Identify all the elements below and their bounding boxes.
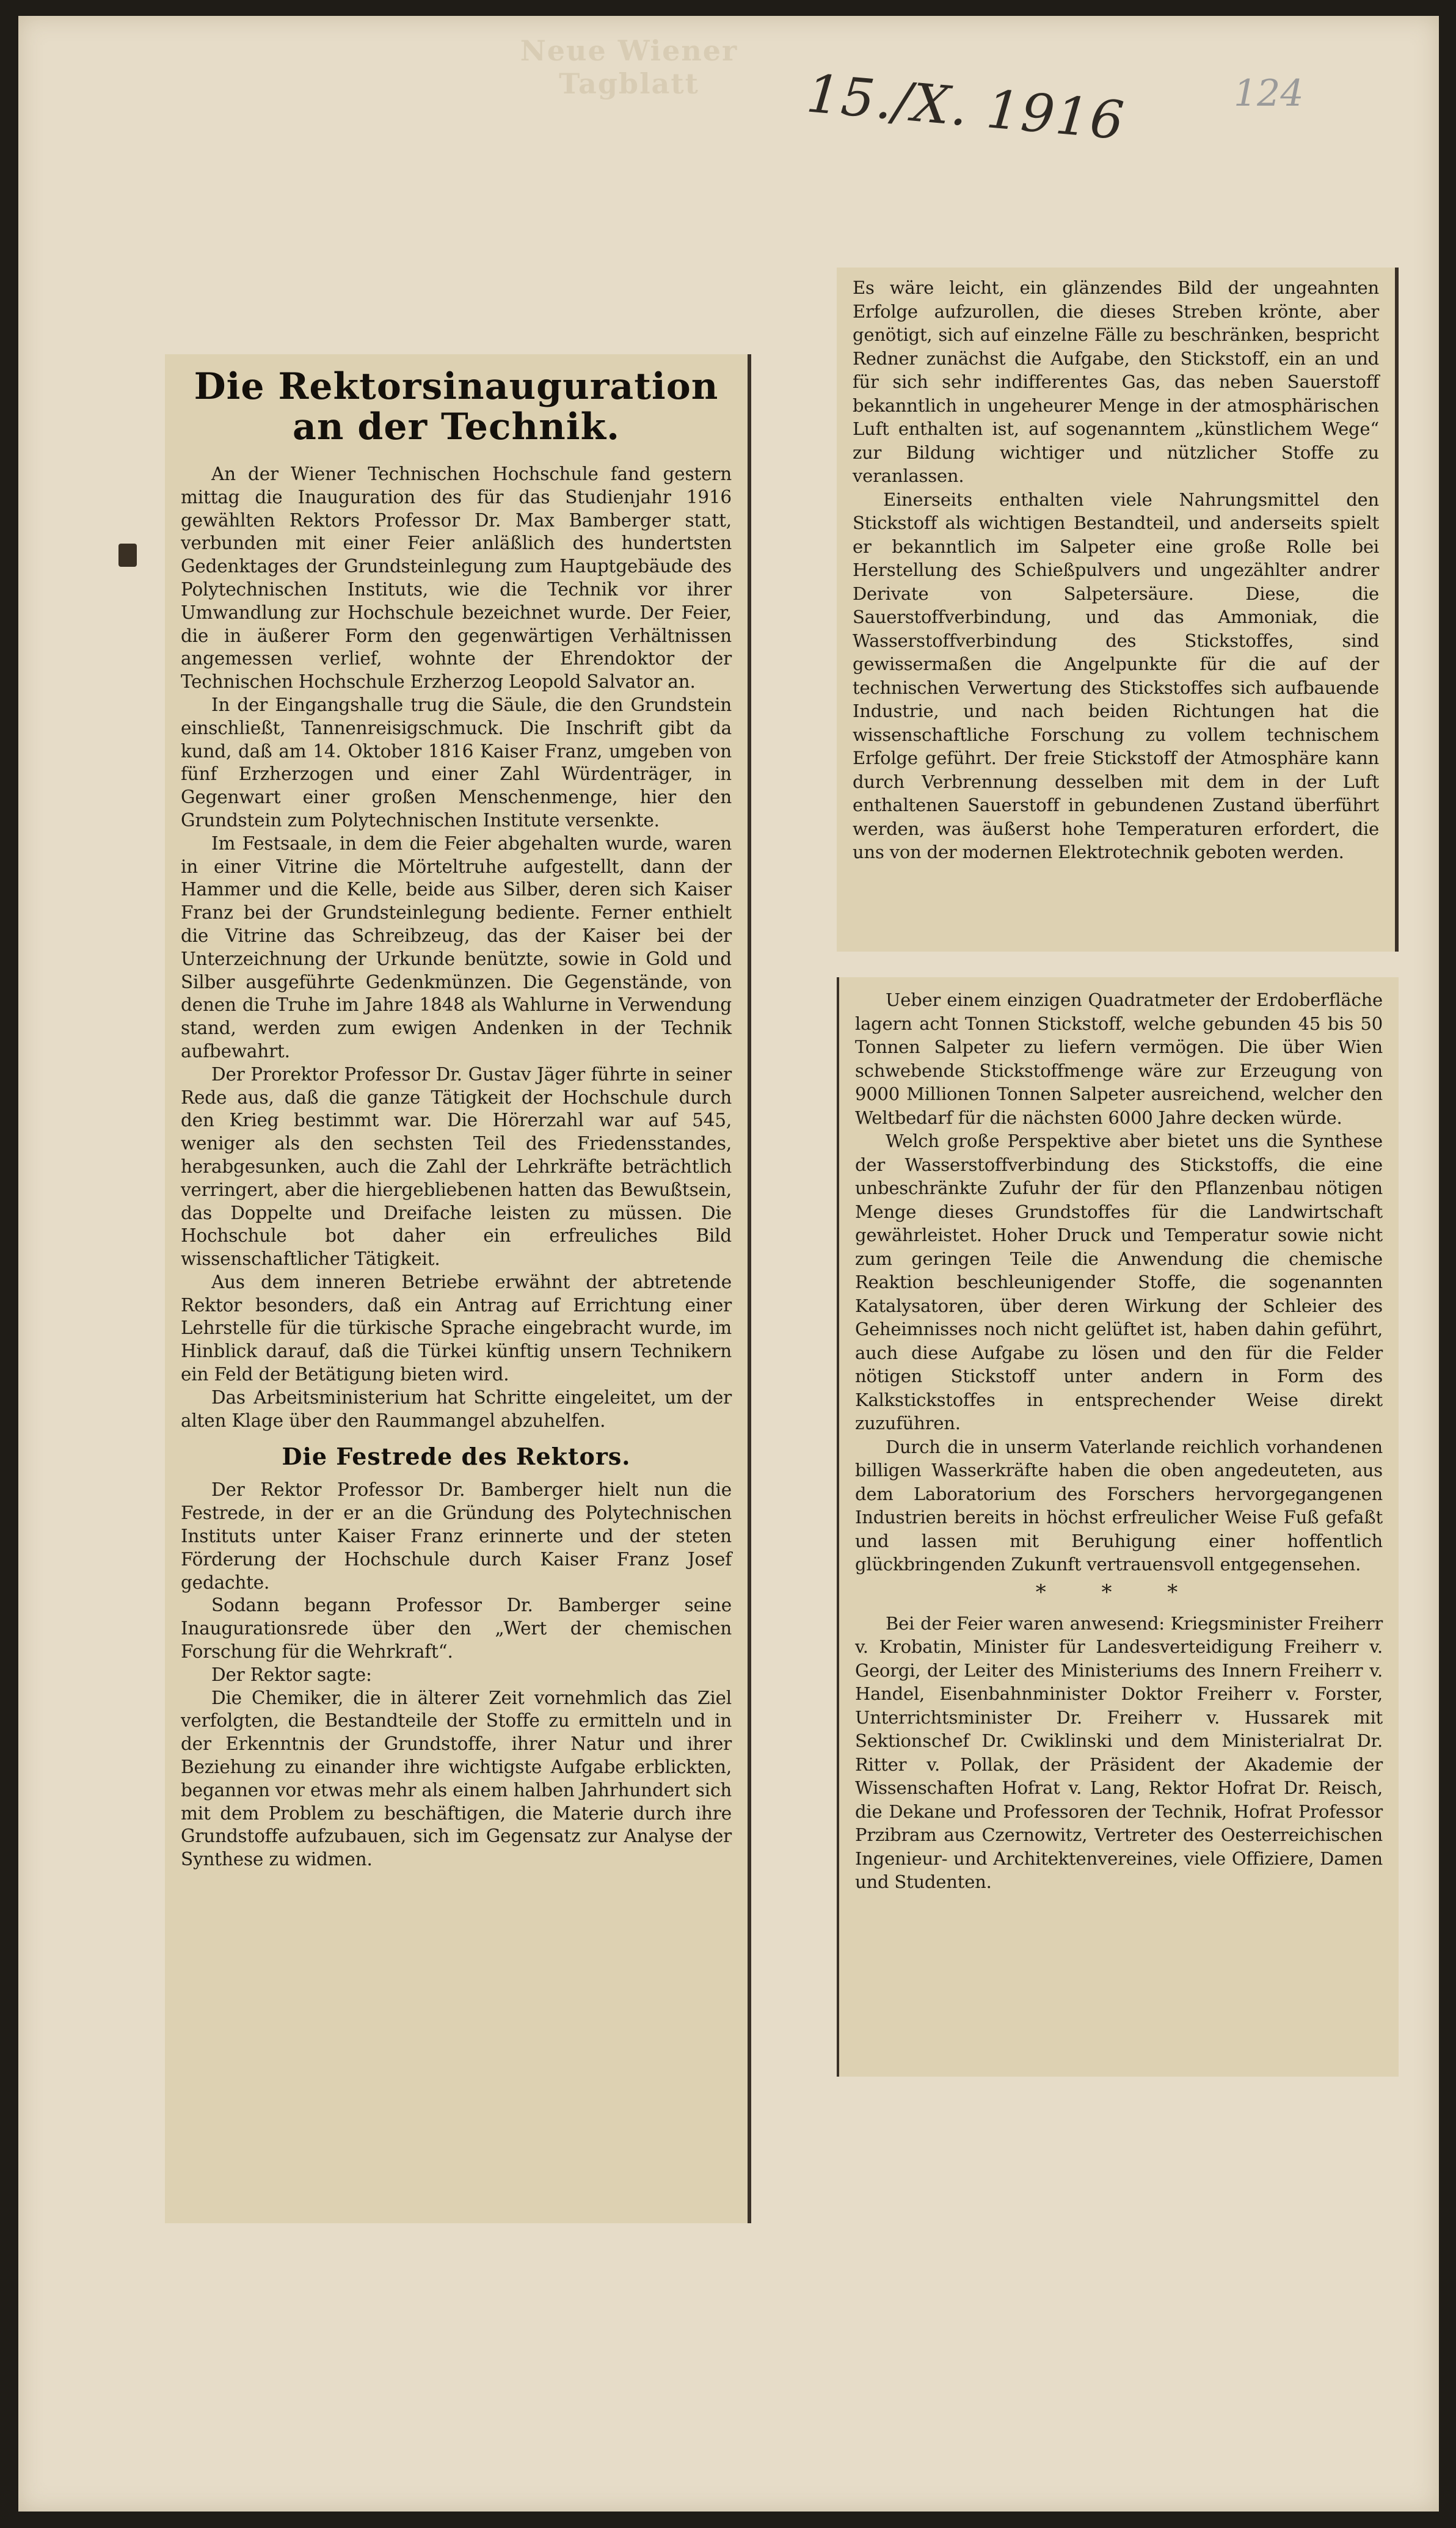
article-paragraph: Der Prorektor Professor Dr. Gustav Jäger führte in seiner Rede aus, daß die ganze Tätigkeit der Hochschule durch den Krieg bestimmt war. Die Hörerzahl war auf 545, weniger als den sechsten Teil des Friedensstandes, herabgesunken, auch die Zahl der Lehrkräfte beträchtlich verringert, aber die hiergebliebenen hatten das Bewußtsein, das Doppelte und Dreifache leisten zu müssen. Die Hochschule bot daher ein erfreuliches Bild wissenschaftlicher Tätigkeit. — [181, 1063, 732, 1270]
article-paragraph: An der Wiener Technischen Hochschule fand gestern mittag die Inauguration des für das Studienjahr 1916 gewählten Rektors Professor Dr. Max Bamberger statt, verbunden mit einer Feier anläßlich des hundertsten Gedenktages der Grundsteinlegung zum Hauptgebäude des Polytechnischen Instituts, wie die Technik vor ihrer Umwandlung zur Hochschule bezeichnet wurde. Der Feier, die in äußerer Form den gegenwärtigen Verhältnissen angemessen verlief, wohnte der Ehrendoktor der Technischen Hochschule Erzherzog Leopold Salvator an. — [181, 464, 732, 693]
article-paragraph: Aus dem inneren Betriebe erwähnt der abtretende Rektor besonders, daß ein Antrag auf Errichtung einer Lehrstelle für die türkische Sprache eingebracht wurde, im Hinblick darauf, daß die Türkei künftig unsern Technikern ein Feld der Betätigung bieten wird. — [181, 1271, 732, 1385]
page-number: 124 — [1234, 72, 1304, 115]
article-paragraph: Im Festsaale, in dem die Feier abgehalten wurde, waren in einer Vitrine die Mörteltruhe aufgestellt, dann der Hammer und die Kelle, beide aus Silber, deren sich Kaiser Franz bei der Grundsteinlegung bediente. Ferner enthielt die Vitrine das Schreibzeug, das der Kaiser bei der Unterzeichnung der Urkunde benützte, sowie in Gold und Silber ausgeführte Gedenkmünzen. Die Gegenstände, von denen die Truhe im Jahre 1848 als Wahlurne in Verwendung stand, werden zum ewigen Andenken in der Technik aufbewahrt. — [181, 832, 732, 1062]
speech-paragraph: Der Rektor Professor Dr. Bamberger hielt nun die Festrede, in der er an die Gründung des Polytechnischen Instituts unter Kaiser Franz erinnerte und der steten Förderung der Hochschule durch Kaiser Franz Josef gedachte. — [181, 1479, 732, 1593]
speech-paragraph: Der Rektor sagte: — [211, 1664, 372, 1685]
newspaper-masthead: Neue Wiener Tagblatt — [520, 34, 738, 100]
clipping-right-bottom — [837, 977, 1399, 2077]
attendees-paragraph: Bei der Feier waren anwesend: Kriegsminister Freiherr v. Krobatin, Minister für Landesverteidigung Freiherr v. Georgi, der Leiter des Ministeriums des Innern Freiherr v. Handel, Eisenbahnminister Doktor Freiherr v. Forster, Unterrichtsminister Dr. Freiherr v. Hussarek mit Sektionschef Dr. Cwiklinski und dem Ministerialrat Dr. Ritter v. Pollak, der Präsident der Akademie der Wissenschaften Hofrat v. Lang, Rektor Hofrat Dr. Reisch, die Dekane und Professoren der Technik, Hofrat Professor Przibram aus Czernowitz, Vertreter des Oesterreichischen Ingenieur- und Architektenvereines, viele Offiziere, Damen und Studenten. — [855, 1612, 1383, 1892]
handwritten-date: 15./X. 1916 — [804, 63, 1127, 152]
article-paragraph: Es wäre leicht, ein glänzendes Bild der ungeahnten Erfolge aufzurollen, die dieses Streben krönte, aber genötigt, sich auf einzelne Fälle zu beschränken, bespricht Redner zunächst die Aufgabe, den Stickstoff, ein an und für sich sehr indifferentes Gas, das neben Sauerstoff bekanntlich in ungeheurer Menge in der atmosphärischen Luft enthalten ist, auf sogenanntem „künstlichem Wege“ zur Bildung wichtiger und nützlicher Stoffe zu veranlassen. — [853, 277, 1379, 486]
clipping-right-top — [837, 268, 1399, 952]
punch-hole — [118, 544, 137, 567]
clipping-left-column — [165, 354, 751, 2223]
article-paragraph: In der Eingangshalle trug die Säule, die den Grundstein einschließt, Tannenreisigschmuck. Die Inschrift gibt da kund, daß am 14. Oktober 1816 Kaiser Franz, umgeben von fünf Erzherzogen und einer Zahl Würdenträger, in Gegenwart einer großen Menschenmenge, hier den Grundstein zum Polytechnischen Institute versenkte. — [181, 694, 732, 831]
section-separator: * * * — [1035, 1579, 1203, 1605]
article-paragraph: Ueber einem einzigen Quadratmeter der Erdoberfläche lagern acht Tonnen Stickstoff, welche gebunden 45 bis 50 Tonnen Salpeter zu liefern vermögen. Die über Wien schwebende Stickstoffmenge wäre zur Erzeugung von 9000 Millionen Tonnen Salpeter ausreichend, welcher den Weltbedarf für die nächsten 6000 Jahre decken würde. — [855, 989, 1383, 1128]
article-paragraph: Welch große Perspektive aber bietet uns die Synthese der Wasserstoffverbindung des Stickstoffs, die eine unbeschränkte Zufuhr der für den Pflanzenbau nötigen Menge dieses Grundstoffes für die Landwirtschaft gewährleistet. Hoher Druck und Temperatur sowie nicht zum geringen Teile die Anwendung die chemische Reaktion beschleunigender Stoffe, die sogenannten Katalysatoren, über deren Wirkung der Schleier des Geheimnisses noch nicht gelüftet ist, haben dahin geführt, auch diese Aufgabe zu lösen und den für die Felder nötigen Stickstoff unter andern in Form des Kalkstickstoffes in entsprechender Weise direkt zuzuführen. — [855, 1131, 1383, 1433]
article-paragraph: Einerseits enthalten viele Nahrungsmittel den Stickstoff als wichtigen Bestandteil, und anderseits spielt er bekanntlich im Salpeter eine große Rolle bei Herstellung des Schießpulvers und ungezählter andrer Derivate von Salpetersäure. Diese, die Sauerstoffverbindung, und das Ammoniak, die Wasserstoffverbindung des Stickstoffes, sind gewissermaßen die Angelpunkte für die auf der technischen Verwertung des Stickstoffes sich aufbauende Industrie, und nach beiden Richtungen hat die wissenschaftliche Forschung zu vollem technischem Erfolge geführt. Der freie Stickstoff der Atmosphäre kann durch Verbrennung desselben mit dem in der Luft enthaltenen Sauerstoff in gebundenen Zustand überführt werden, was äußerst hohe Temperaturen erfordert, die uns von der modernen Elektrotechnik geboten werden. — [853, 489, 1379, 862]
speech-paragraph: Sodann begann Professor Dr. Bamberger seine Inaugurationsrede über den „Wert der chemischen Forschung für die Wehrkraft“. — [181, 1595, 732, 1663]
article-headline: Die Rektorsinauguration an der Technik. — [194, 365, 719, 448]
article-paragraph: Das Arbeitsministerium hat Schritte eingeleitet, um der alten Klage über den Raummangel abzuhelfen. — [181, 1386, 732, 1431]
section-subheading: Die Festrede des Rektors. — [282, 1443, 631, 1471]
article-paragraph: Durch die in unserm Vaterlande reichlich vorhandenen billigen Wasserkräfte haben die oben angedeuteten, aus dem Laboratorium des Forschers hervorgegangenen Industrien bereits in höchst erfreulicher Weise Fuß gefaßt und lassen mit Beruhigung einer hoffentlich glückbringenden Zukunft vertrauensvoll entgegensehen. — [855, 1436, 1383, 1575]
speech-paragraph: Die Chemiker, die in älterer Zeit vornehmlich das Ziel verfolgten, die Bestandteile der Stoffe zu ermitteln und in der Erkenntnis der Grundstoffe, ihrer Natur und ihrer Beziehung zu einander ihre wichtigste Aufgabe erblickten, begannen vor etwas mehr als einem halben Jahrhundert sich mit dem Problem zu beschäftigen, die Materie durch ihre Grundstoffe aufzubauen, sich im Gegensatz zur Analyse der Synthese zu widmen. — [181, 1687, 732, 1870]
